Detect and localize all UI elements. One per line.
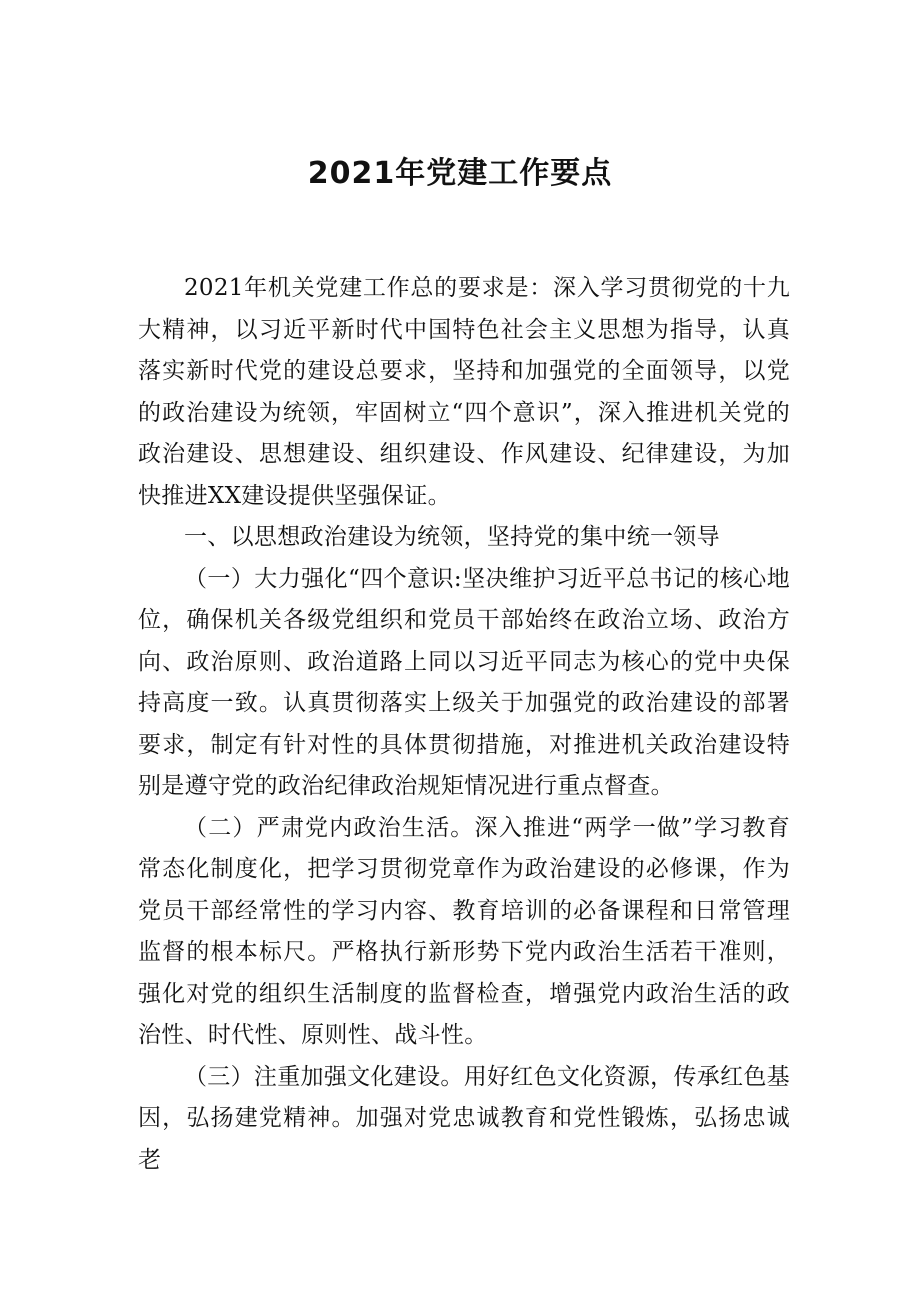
paragraph-item-2: （二）严肃党内政治生活。深入推进“两学一做”学习教育常态化制度化，把学习贯彻党章作为政治建设的必修课，作为党员干部经常性的学习内容、教育培训的必备课程和日常管理监督的根本标尺。严格执行新形势下党内政治生活若干准则，强化对党的组织生活制度的监督检查，增强党内政治生活的政治性、时代性、原则性、战斗性。: [138, 814, 790, 1048]
document-title: 2021年党建工作要点: [307, 156, 613, 191]
intro-paragraph: 2021年机关党建工作总的要求是：深入学习贯彻党的十九大精神，以习近平新时代中国特色社会主义思想为指导，认真落实新时代党的建设总要求，坚持和加强党的全面领导，以党的政治建设为统领，牢固树立“四个意识”，深入推进机关党的政治建设、思想建设、组织建设、作风建设、纪律建设，为加快推进XX建设提供坚强保证。: [138, 275, 790, 509]
section-heading-1: 一、以思想政治建设为统领，坚持党的集中统一领导: [184, 524, 720, 550]
document-body: [138, 268, 790, 1181]
paragraph-item-1: （一）大力强化“四个意识:坚决维护习近平总书记的核心地位，确保机关各级党组织和党员干部始终在政治立场、政治方向、政治原则、政治道路上同以习近平同志为核心的党中央保持高度一致。认真贯彻落实上级关于加强党的政治建设的部署要求，制定有针对性的具体贯彻措施，对推进机关政治建设特别是遵守党的政治纪律政治规矩情况进行重点督查。: [138, 565, 790, 799]
paragraph-item-3: （三）注重加强文化建设。用好红色文化资源，传承红色基因，弘扬建党精神。加强对党忠诚教育和党性锻炼，弘扬忠诚老: [138, 1063, 790, 1173]
